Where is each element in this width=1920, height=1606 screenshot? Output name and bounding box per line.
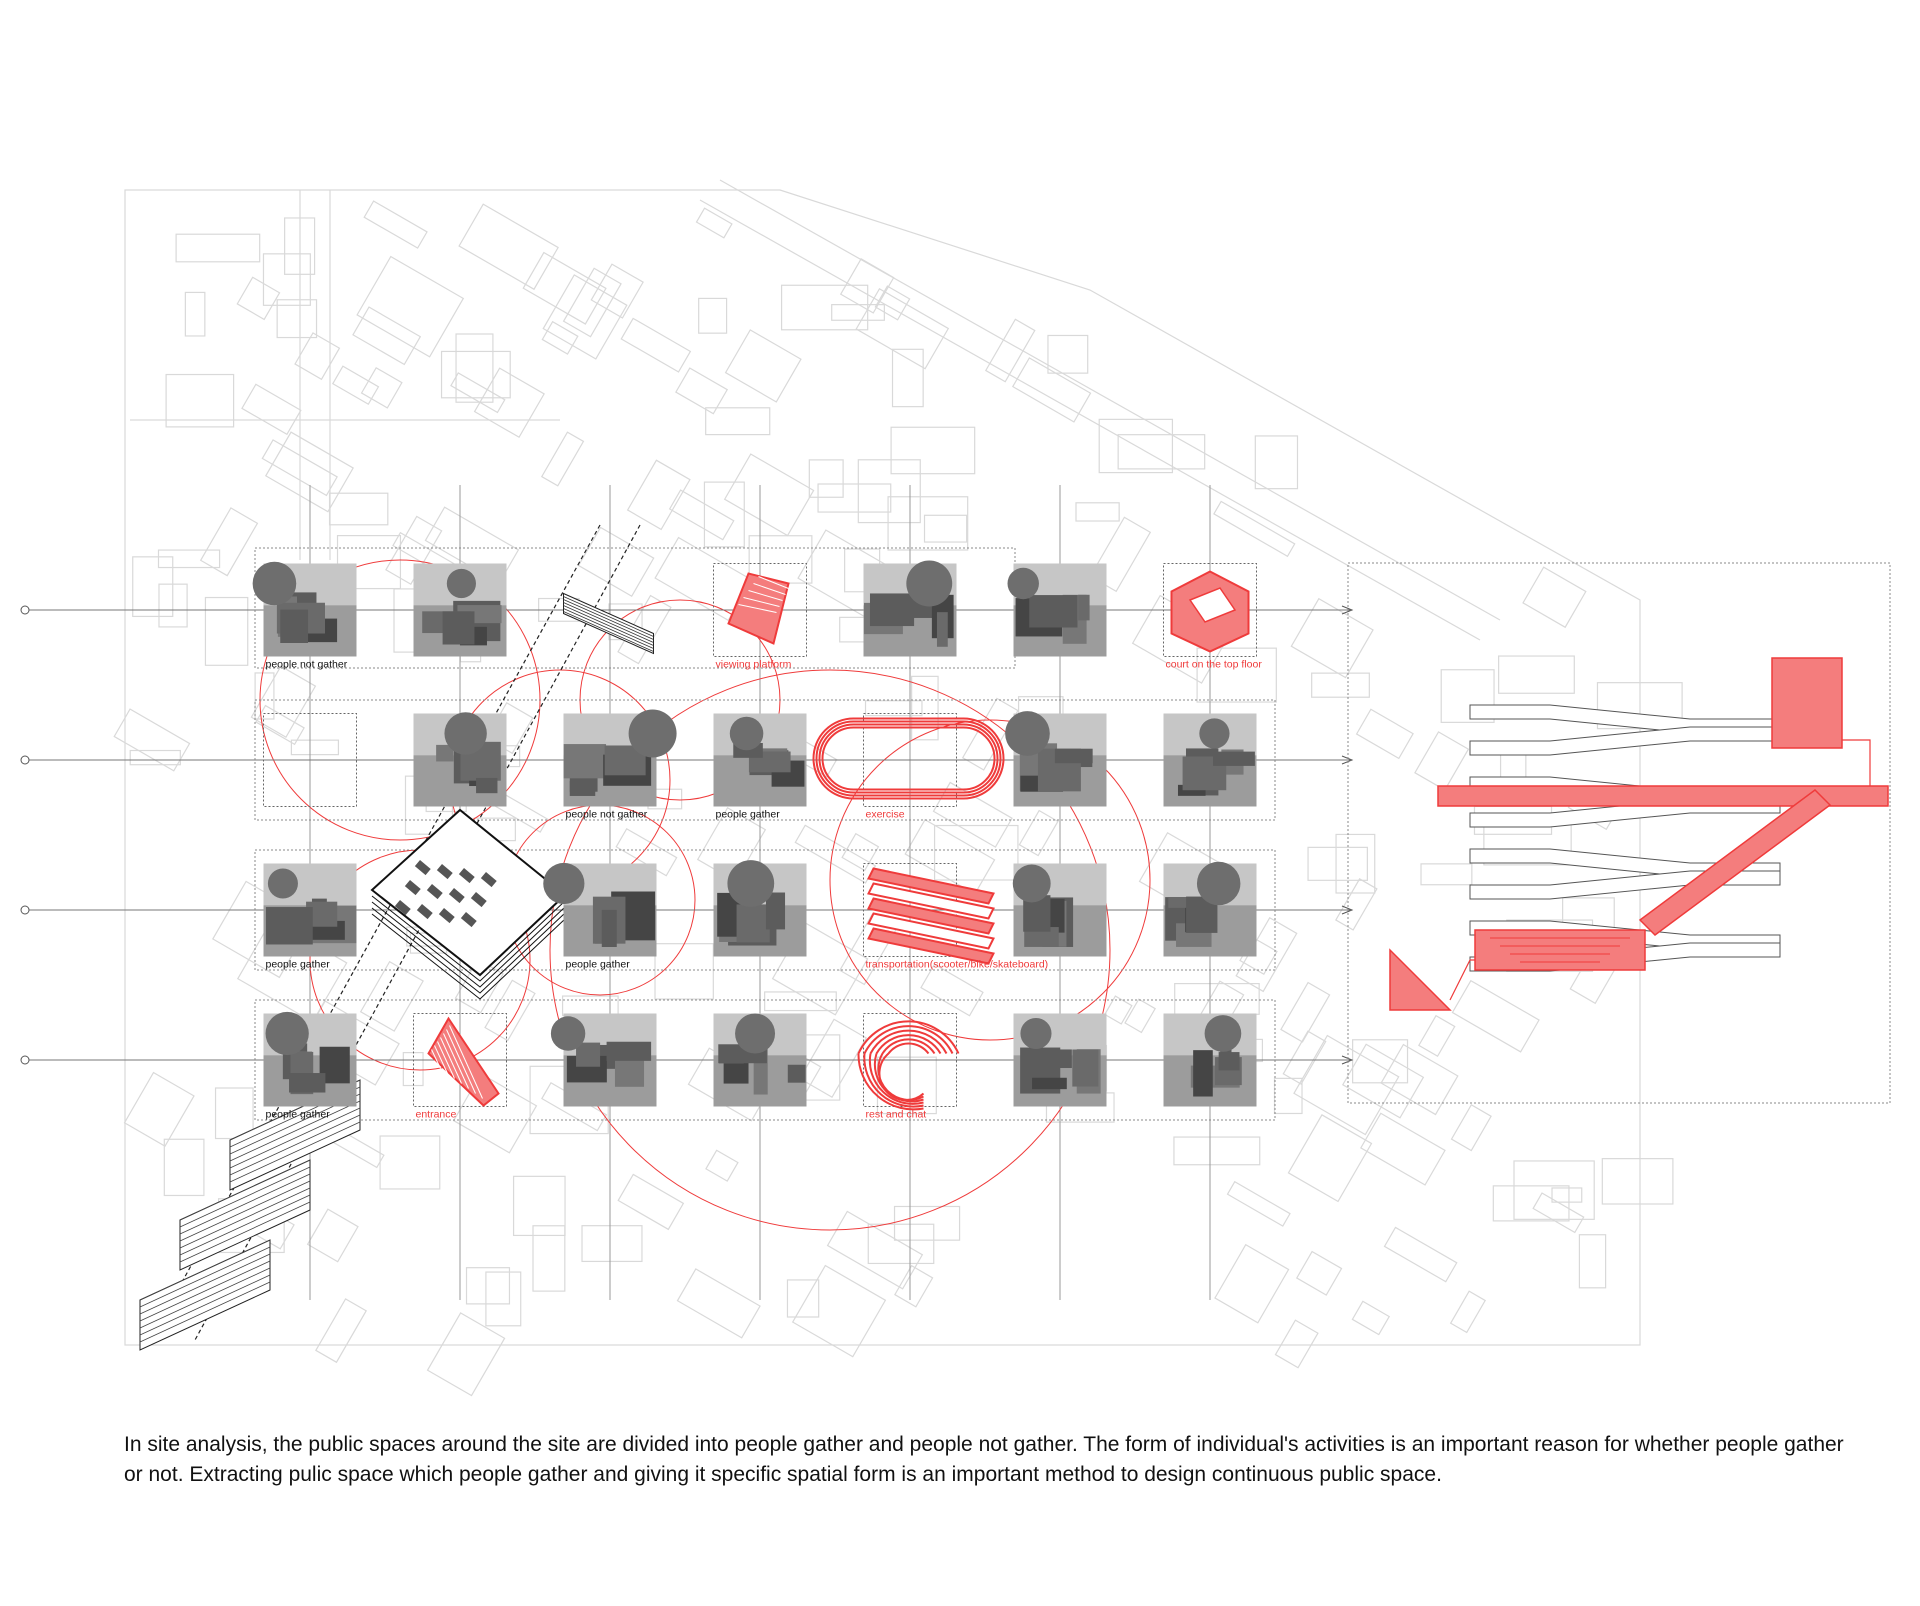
map-building: [895, 1206, 960, 1240]
map-building: [1452, 981, 1539, 1052]
map-building: [895, 1266, 933, 1307]
cell-label: people gather: [265, 1108, 330, 1121]
map-building: [442, 351, 511, 397]
map-building: [364, 201, 427, 248]
cell-label: people not gather: [265, 658, 348, 671]
map-building: [676, 368, 727, 414]
map-building: [782, 285, 868, 330]
map-building: [255, 673, 274, 719]
site-photo: [1164, 862, 1257, 957]
map-building: [1361, 1113, 1445, 1185]
map-building: [1281, 983, 1330, 1042]
map-building: [1419, 1016, 1455, 1057]
site-photo: [1013, 864, 1107, 957]
map-building: [330, 493, 388, 525]
cell-label: exercise: [865, 808, 905, 821]
map-building: [316, 1299, 366, 1362]
cell-label: viewing platform: [715, 658, 792, 671]
zigzag-ramp-icon: [869, 869, 994, 964]
map-building: [124, 1073, 193, 1147]
site-photo: [1164, 1014, 1257, 1107]
analysis-row: [264, 710, 1257, 821]
map-building: [380, 1136, 440, 1189]
map-building: [1353, 1040, 1408, 1083]
map-building: [621, 318, 690, 372]
analysis-row: [253, 561, 1263, 671]
map-building: [1552, 1188, 1582, 1202]
map-building: [291, 740, 338, 754]
map-building: [858, 460, 920, 523]
map-building: [295, 333, 339, 379]
map-building: [130, 751, 180, 765]
cell-label: people gather: [565, 958, 630, 971]
map-building: [237, 277, 279, 319]
running-track-icon: [814, 719, 1004, 799]
map-building: [677, 1269, 760, 1338]
map-building: [1385, 1227, 1457, 1281]
map-building: [1352, 1301, 1389, 1334]
arc-seating-icon: [858, 1021, 958, 1109]
map-building: [809, 460, 843, 497]
spatial-form-cell: [564, 594, 654, 654]
site-photo: [714, 860, 807, 956]
continuous-public-space-icon: [1390, 658, 1888, 1010]
map-building: [1174, 1137, 1260, 1165]
map-building: [1499, 656, 1575, 693]
analysis-grid: [253, 561, 1263, 1121]
site-photo: [1164, 714, 1257, 807]
map-building: [1215, 1245, 1289, 1323]
site-photo: [564, 710, 677, 821]
map-building: [1381, 1045, 1458, 1115]
site-photo: [264, 1012, 357, 1121]
map-building: [1336, 879, 1377, 930]
site-photo: [864, 561, 957, 657]
map-building: [706, 1150, 738, 1181]
map-building: [514, 1176, 565, 1235]
map-building: [655, 944, 713, 999]
map-building: [1493, 1186, 1569, 1221]
cell-label: people gather: [265, 958, 330, 971]
spatial-form-cell: [858, 1014, 958, 1121]
map-boundary: [125, 190, 1640, 1345]
site-photo: [414, 712, 507, 806]
map-building: [467, 1268, 510, 1304]
ramp-platform-icon: [729, 574, 789, 644]
spatial-form-cell: [814, 714, 1004, 821]
map-building: [793, 1266, 886, 1357]
map-building: [1523, 567, 1586, 627]
map-building: [725, 454, 814, 535]
entrance-stair-icon: [429, 1019, 499, 1106]
map-building: [185, 292, 204, 336]
building-facade-icon: [564, 594, 654, 654]
map-building: [828, 1211, 923, 1288]
map-building: [266, 432, 353, 512]
map-building: [1451, 1291, 1486, 1332]
map-building: [1297, 1252, 1342, 1295]
map-building: [1343, 1044, 1424, 1117]
cell-label: transportation(scooter/bike/skateboard): [865, 958, 1049, 971]
map-building: [1312, 673, 1370, 697]
map-building: [357, 257, 463, 357]
row-start-node-icon: [21, 906, 29, 914]
map-building: [459, 204, 558, 289]
map-building: [542, 432, 584, 486]
map-building: [1175, 984, 1259, 1015]
map-building: [726, 330, 801, 402]
map-building: [1076, 503, 1119, 521]
map-building: [1452, 1105, 1492, 1151]
map-building: [1602, 1159, 1673, 1204]
map-building: [1048, 335, 1088, 373]
map-building: [1118, 435, 1205, 469]
map-building: [176, 234, 260, 262]
map-building: [697, 208, 732, 238]
map-building: [1228, 1182, 1290, 1226]
map-building: [1294, 1036, 1399, 1135]
map-building: [818, 484, 891, 512]
map-building: [158, 550, 219, 567]
site-photo: [543, 863, 656, 971]
map-building: [579, 527, 654, 596]
cell-label: people gather: [715, 808, 780, 821]
map-building: [891, 427, 975, 473]
row-flow-lines: [21, 606, 1352, 1064]
site-photo: [253, 562, 357, 671]
site-photo: [414, 564, 507, 657]
map-building: [353, 307, 420, 364]
map-building: [308, 1209, 358, 1261]
map-building: [935, 826, 1018, 880]
map-building: [543, 275, 627, 359]
map-building: [166, 375, 233, 427]
map-building: [201, 508, 258, 576]
map-building: [877, 1057, 936, 1113]
map-building: [1019, 811, 1058, 856]
map-building: [1275, 1320, 1317, 1367]
map-building: [242, 384, 301, 434]
cell-label: rest and chat: [865, 1108, 927, 1121]
map-building: [699, 298, 727, 333]
map-building: [263, 254, 310, 305]
map-building: [164, 1139, 204, 1195]
map-building: [1308, 847, 1367, 880]
map-building: [485, 980, 535, 1040]
site-photo: [1014, 1014, 1107, 1107]
site-photo: [264, 864, 357, 971]
caption-text: In site analysis, the public spaces around the site are divided into people gather and people not gather. The form of individual's activities is an important reason for whether people gather or not. Extracting pulic space which people gather and giving it specific spatial form is an important method to design continuous public space.: [124, 1433, 1844, 1486]
analysis-row: [264, 1012, 1257, 1121]
row-start-node-icon: [21, 1056, 29, 1064]
map-building: [251, 666, 315, 737]
map-building: [523, 253, 606, 324]
map-building: [133, 557, 173, 617]
spatial-form-cell: [1164, 564, 1263, 671]
cell-label: court on the top floor: [1165, 658, 1262, 671]
site-photo: [714, 714, 807, 821]
map-building: [868, 1224, 933, 1263]
cell-label: people not gather: [565, 808, 648, 821]
map-building: [1415, 732, 1468, 790]
rooftop-court-icon: [1172, 572, 1249, 652]
site-photo: [1008, 564, 1107, 657]
map-building: [1421, 864, 1472, 885]
map-building: [628, 460, 690, 529]
map-building: [921, 964, 983, 1015]
map-building: [1255, 436, 1297, 489]
cell-label: entrance: [415, 1108, 457, 1121]
site-photo: [1005, 711, 1106, 806]
map-building: [216, 1088, 254, 1139]
group-frame: [1348, 563, 1890, 1103]
map-building: [925, 515, 967, 542]
synthesis-panel: [1390, 658, 1888, 1010]
map-building: [1579, 1235, 1605, 1288]
row-start-node-icon: [21, 606, 29, 614]
map-building: [1533, 1193, 1583, 1232]
site-photo: [551, 1014, 657, 1107]
map-building: [986, 319, 1035, 381]
map-building: [893, 349, 924, 406]
site-photo: [714, 1014, 807, 1107]
map-building: [486, 1272, 521, 1326]
map-building: [1357, 709, 1413, 758]
map-building: [362, 368, 402, 408]
stacked-buildings-icon: [140, 1080, 360, 1350]
map-building: [1288, 1115, 1371, 1202]
map-building: [582, 1226, 642, 1262]
map-building: [205, 598, 247, 666]
map-building: [706, 408, 770, 435]
row-start-node-icon: [21, 756, 29, 764]
